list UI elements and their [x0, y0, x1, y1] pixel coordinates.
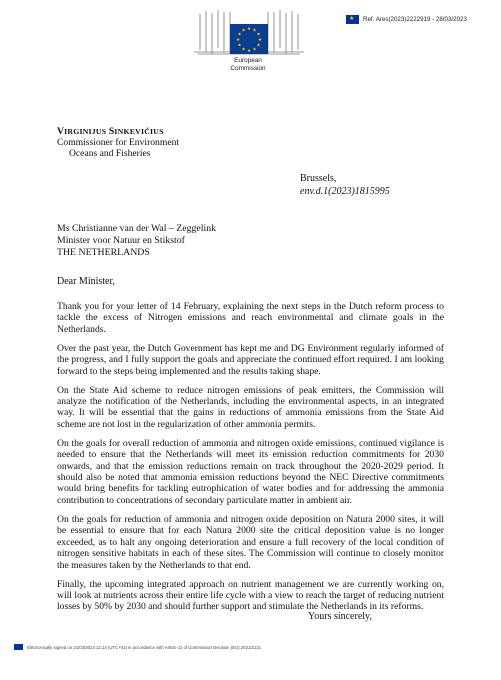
closing: Yours sincerely,	[308, 611, 372, 622]
svg-text:★: ★	[235, 38, 241, 43]
svg-text:★: ★	[252, 28, 257, 34]
salutation: Dear Minister,	[57, 276, 115, 287]
recipient-name: Ms Christianne van der Wal – Zeggelink	[57, 223, 217, 234]
paragraph: On the goals for overall reduction of ammonia and nitrogen oxide emissions, continued vigilance is needed to ensure that the Netherlands will meet its emission reduction commitments for 2030 onwards, and that the emission reductions remain on track throughout the 2020-2029 period. It should also be noted that ammonia emission reductions beyond the NEC Directive commitments would bring benefits for tackling eutrophication of water bodies and for addressing the ammonia contribution to concentrations of secondary particulate matter in ambient air.	[57, 437, 444, 506]
svg-text:★: ★	[246, 49, 252, 54]
electronic-signature-notice	[14, 644, 261, 650]
recipient-country: THE NETHERLANDS	[57, 247, 150, 258]
svg-text:★: ★	[237, 32, 242, 38]
letter-body	[57, 301, 444, 620]
paragraph: Over the past year, the Dutch Government has kept me and DG Environment regularly informed of the progress, and I fully support the goals and appreciate the continued effort required. I am looking forward to the steps being implemented and the results taking shape.	[57, 342, 444, 377]
sender-block	[57, 126, 179, 159]
city: Brussels,	[300, 173, 337, 184]
svg-text:★: ★	[241, 47, 246, 53]
reference-text: Ref. Ares(2023)2222919 - 28/03/2023	[363, 16, 467, 23]
svg-text:★: ★	[257, 38, 263, 43]
sender-title-line1: Commissioner for Environment	[57, 137, 180, 148]
svg-text:★: ★	[237, 43, 242, 49]
logo-caption: European Commission	[230, 57, 266, 72]
letter-reference: env.d.1(2023)1815995	[300, 186, 390, 197]
paragraph: Thank you for your letter of 14 February, explaining the next steps in the Dutch reform process to tackle the excess of Nitrogen emissions and reach environmental and climate goals in the Netherlands.	[57, 301, 444, 335]
eu-flag-icon	[346, 15, 359, 24]
esign-text: Electronically signed on 21/03/2023 12:14 (UTC+01) in accordance with Article 11 of Commission Decision (EU) 2021/2121	[27, 644, 262, 650]
paragraph: On the State Aid scheme to reduce nitrogen emissions of peak emitters, the Commission will analyze the notification of the Netherlands, including the environmental aspects, in an integrated way. It will be essential that the gains in reductions of ammonia emissions from the State Aid scheme are not lost in the regularization of other ammonia permits.	[57, 384, 444, 430]
svg-text:★: ★	[256, 32, 261, 38]
svg-text:★: ★	[241, 28, 246, 34]
sender-title-line2: Oceans and Fisheries	[69, 148, 151, 159]
svg-text:★: ★	[246, 27, 252, 32]
svg-text:★: ★	[252, 47, 257, 53]
recipient-block	[57, 223, 216, 259]
paragraph: Finally, the upcoming integrated approach on nutrient management we are currently working on, will look at nutrients across their entire life cycle with a view to reach the target of reducing nutrient losses by 50% by 2030 and should further support and stimulate the Netherlands in its reforms.	[57, 578, 444, 613]
sender-name: VIRGINIJUS SINKEVIČIUS	[57, 126, 164, 137]
document-reference	[346, 15, 467, 24]
svg-text:★: ★	[256, 43, 261, 49]
recipient-title: Minister voor Natuur en Stikstof	[57, 235, 185, 246]
paragraph: On the goals for reduction of ammonia and nitrogen oxide deposition on Natura 2000 sites, it will be essential to ensure that for each Natura 2000 site the critical deposition value is no longer exceeded, as to halt any ongoing deterioration and ensure a full recovery of the local condition of nitrogen sensitive habitats in each of these sites. The Commission will continue to closely monitor the measures taken by the Netherlands to that end.	[57, 513, 444, 571]
eu-flag-icon	[14, 644, 23, 650]
place-and-reference	[300, 172, 390, 198]
european-commission-logo	[190, 8, 308, 92]
